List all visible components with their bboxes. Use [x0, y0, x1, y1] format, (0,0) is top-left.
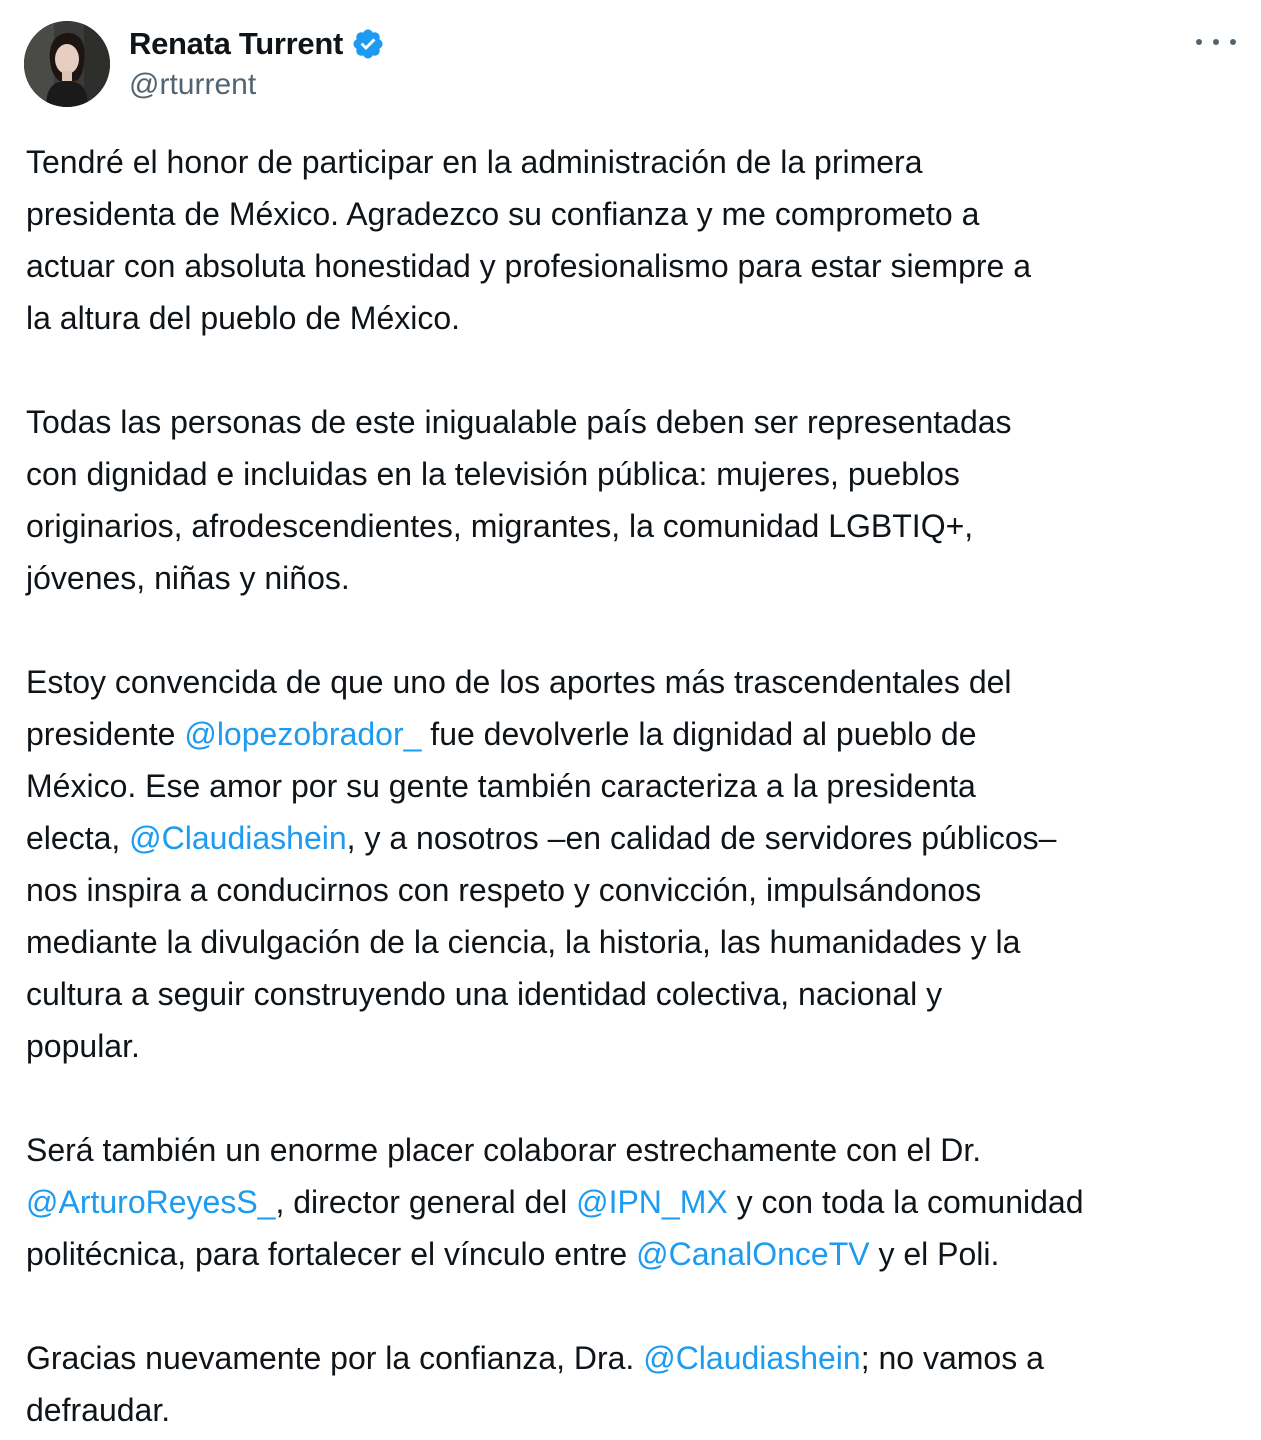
tweet-line: [26, 500, 1246, 552]
tweet-text-segment: y con toda la comunidad: [727, 1184, 1084, 1220]
tweet-line: [26, 1384, 1246, 1436]
verified-badge-icon: [351, 27, 385, 61]
tweet-line: [26, 448, 1246, 500]
tweet-paragraph: [26, 136, 1246, 344]
tweet-text-segment: popular.: [26, 1028, 140, 1064]
mention-link[interactable]: @Claudiashein: [129, 820, 347, 856]
tweet-text-segment: defraudar.: [26, 1392, 171, 1428]
tweet-line: [26, 1124, 1246, 1176]
tweet-line: [26, 188, 1246, 240]
tweet-text-segment: Gracias nuevamente por la confianza, Dra.: [26, 1340, 644, 1376]
tweet-text-segment: Tendré el honor de participar en la administración de la primera: [26, 144, 923, 180]
tweet-text-segment: ; no vamos a: [860, 1340, 1044, 1376]
tweet-line: [26, 136, 1246, 188]
tweet-line: [26, 396, 1246, 448]
author-name-row[interactable]: [129, 24, 385, 64]
tweet-text-segment: nos inspira a conducirnos con respeto y convicción, impulsándonos: [26, 872, 982, 908]
tweet-text-segment: Todas las personas de este inigualable país deben ser representadas: [26, 404, 1012, 440]
mention-link[interactable]: @ArturoReyesS_: [26, 1184, 276, 1220]
tweet-line: [26, 864, 1246, 916]
tweet-text: [26, 136, 1246, 1436]
author-handle[interactable]: @rturrent: [129, 68, 257, 101]
tweet-line: [26, 916, 1246, 968]
tweet-text-segment: fue devolverle la dignidad al pueblo de: [421, 716, 977, 752]
tweet-line: [26, 708, 1246, 760]
tweet-paragraph: [26, 656, 1246, 1072]
tweet-text-segment: actuar con absoluta honestidad y profesionalismo para estar siempre a: [26, 248, 1032, 284]
mention-link[interactable]: @lopezobrador_: [184, 716, 422, 752]
tweet-paragraph: [26, 396, 1246, 604]
tweet-line: [26, 1020, 1246, 1072]
tweet-paragraph: [26, 1124, 1246, 1280]
avatar[interactable]: [24, 21, 110, 107]
tweet-text-segment: cultura a seguir construyendo una identidad colectiva, nacional y: [26, 976, 943, 1012]
tweet-line: [26, 1176, 1246, 1228]
tweet-line: [26, 1228, 1246, 1280]
tweet-text-segment: la altura del pueblo de México.: [26, 300, 461, 336]
tweet-text-segment: con dignidad e incluidas en la televisión pública: mujeres, pueblos: [26, 456, 960, 492]
tweet-text-segment: Será también un enorme placer colaborar estrechamente con el Dr.: [26, 1132, 982, 1168]
mention-link[interactable]: @Claudiashein: [643, 1340, 861, 1376]
profile-photo-icon: [24, 21, 110, 107]
author-display-name[interactable]: Renata Turrent: [129, 26, 343, 61]
tweet-line: [26, 968, 1246, 1020]
tweet-text-segment: presidenta de México. Agradezco su confianza y me comprometo a: [26, 196, 980, 232]
tweet-text-segment: politécnica, para fortalecer el vínculo entre: [26, 1236, 637, 1272]
more-options-button[interactable]: [1196, 28, 1240, 56]
mention-link[interactable]: @IPN_MX: [576, 1184, 728, 1220]
tweet-text-segment: electa,: [26, 820, 130, 856]
mention-link[interactable]: @CanalOnceTV: [636, 1236, 870, 1272]
tweet-line: [26, 552, 1246, 604]
tweet-text-segment: México. Ese amor por su gente también caracteriza a la presidenta: [26, 768, 976, 804]
tweet-line: [26, 1332, 1246, 1384]
tweet-line: [26, 760, 1246, 812]
tweet-line: [26, 292, 1246, 344]
tweet-text-segment: mediante la divulgación de la ciencia, la historia, las humanidades y la: [26, 924, 1021, 960]
tweet-text-segment: Estoy convencida de que uno de los aportes más trascendentales del: [26, 664, 1012, 700]
tweet-text-segment: y el Poli.: [869, 1236, 1000, 1272]
tweet-text-segment: presidente: [26, 716, 185, 752]
tweet-paragraph: [26, 1332, 1246, 1436]
tweet-line: [26, 240, 1246, 292]
tweet-text-segment: , y a nosotros –en calidad de servidores públicos–: [346, 820, 1057, 856]
more-horizontal-icon: [1196, 38, 1236, 46]
tweet-line: [26, 656, 1246, 708]
tweet-line: [26, 812, 1246, 864]
tweet-text-segment: originarios, afrodescendientes, migrantes, la comunidad LGBTIQ+,: [26, 508, 974, 544]
tweet-text-segment: jóvenes, niñas y niños.: [26, 560, 350, 596]
tweet-text-segment: , director general del: [275, 1184, 577, 1220]
